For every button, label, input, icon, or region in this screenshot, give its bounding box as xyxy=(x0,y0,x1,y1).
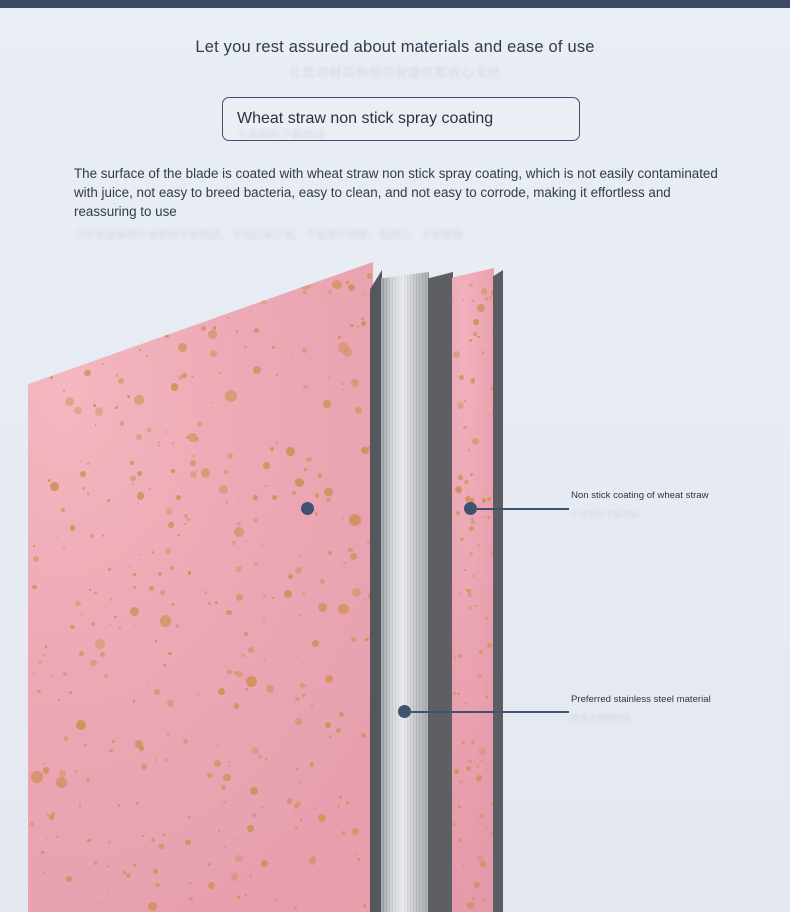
top-accent-bar xyxy=(0,0,790,8)
coating-strip-speckle-texture xyxy=(452,268,494,912)
feature-title-ghost-text: 小麦秸秆不粘喷涂 xyxy=(237,129,325,141)
product-cross-section-illustration xyxy=(0,250,790,912)
blade-edge-band-3 xyxy=(493,270,503,912)
feature-paragraph xyxy=(74,164,734,241)
callout-dot-coating-left xyxy=(301,502,314,515)
blade-edge-band-1 xyxy=(370,270,382,912)
callout-ghost-steel: 优选不锈钢材质 xyxy=(571,713,631,723)
callout-line-steel xyxy=(411,711,569,713)
coating-side-strip xyxy=(452,268,494,912)
feature-paragraph-text: The surface of the blade is coated with wheat straw non stick spray coating, which is not easily contaminated with juice, not easy to breed bacteria, easy to clean, and not easy to corrode, making it effortless and reassuring to use xyxy=(74,166,718,219)
page-headline xyxy=(0,38,790,80)
callout-label-coating: Non stick coating of wheat straw xyxy=(571,490,709,501)
headline-ghost-text: 让您对材质和使用便捷性都放心无忧 xyxy=(289,65,501,80)
headline-text: Let you rest assured about materials and ease of use xyxy=(195,38,595,56)
feature-paragraph-ghost-text: 刀片表面采用小麦秸秆不粘喷涂，不易沾染汁液，不易滋生细菌，易清洁，不易腐蚀 xyxy=(74,229,463,241)
callout-dot-coating-right xyxy=(464,502,477,515)
coated-blade-face xyxy=(28,262,373,912)
callout-ghost-coating: 小麦秸秆不粘涂层 xyxy=(571,509,640,519)
stainless-steel-core xyxy=(381,272,429,912)
callout-label-steel: Preferred stainless steel material xyxy=(571,694,711,705)
coating-speckle-texture xyxy=(28,262,373,912)
feature-title-text: Wheat straw non stick spray coating xyxy=(237,110,494,127)
feature-title-box xyxy=(222,97,580,141)
callout-line-coating xyxy=(477,508,569,510)
callout-dot-steel xyxy=(398,705,411,718)
blade-edge-band-2 xyxy=(428,272,453,912)
